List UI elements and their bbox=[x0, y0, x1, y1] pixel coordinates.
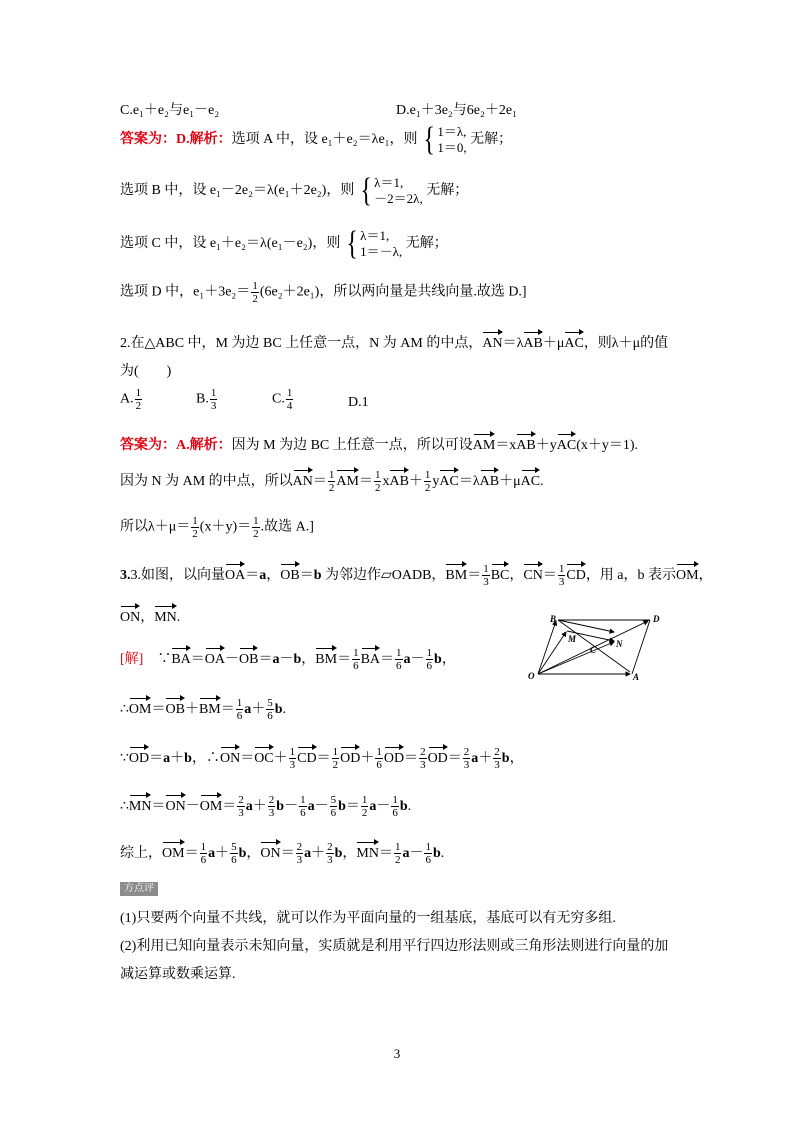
q3-solution-line1: [解] ∵BA＝OA－OB＝a－b，BM＝ $\frac{1}{6}$ BA＝ $\frac{1}{6}$ a－ $\frac{1}{6}$ b， bbox=[120, 647, 456, 673]
no-solution: 无解； bbox=[470, 132, 513, 148]
label-c: C bbox=[590, 645, 597, 655]
q1-c-system: { λ＝1, 1＝－λ, bbox=[346, 225, 403, 262]
parallelogram-figure bbox=[522, 612, 672, 686]
q1-b-system: { λ＝1, －2＝2λ, bbox=[360, 172, 423, 209]
q2-option-d: D.1 bbox=[348, 395, 369, 410]
q1-line-d: 选项 D 中，e₁＋3e₂＝ $\frac{1}{2}$ (6e₂＋2e₁)，所以两向量是共线向量.故选 D.] bbox=[120, 280, 527, 305]
solution-tag: [解] bbox=[120, 652, 144, 667]
q1-option-c: C.e₁＋e₂与e₁－e₂ bbox=[120, 103, 220, 118]
q1-line-b: 选项 B 中，设 e₁－2e₂＝λ(e₁＋2e₂)，则 { λ＝1, －2＝2λ, 无解； bbox=[120, 172, 469, 209]
q2-option-c: C. $\frac{1}{4}$ bbox=[272, 387, 293, 412]
label-o: O bbox=[528, 671, 535, 681]
q3-solution-line2: ∴OM＝OB＋BM＝ $\frac{1}{6}$ a＋ $\frac{5}{6}$ b. bbox=[120, 697, 287, 723]
q3-solution-line4: ∴MN＝ON－OM＝ $\frac{2}{3}$ a＋ $\frac{2}{3}$ b－ $\frac{1}{6}$ a－ $\frac{5}{6}$ b＝ $\frac{1}{2}$ a－ $\frac{1}{6}$ b. bbox=[120, 794, 412, 820]
q1-a-system: { 1＝λ, 1＝0, bbox=[423, 121, 467, 158]
label-n: N bbox=[616, 639, 623, 649]
review-icon: 方点评 bbox=[120, 882, 158, 896]
note-2b: 减运算或数乘运算. bbox=[120, 967, 236, 982]
q2-answer-line2: 因为 N 为 AM 的中点，所以AN＝ $\frac{1}{2}$ AM＝ $\frac{1}{2}$ xAB＋ $\frac{1}{2}$ yAC＝λAB＋μAC. bbox=[120, 469, 544, 495]
answer-label: 答案为：D.解析： bbox=[120, 132, 232, 148]
q1-answer-line-a bbox=[120, 121, 513, 158]
q3-stem-line2: ON，MN. bbox=[120, 604, 180, 626]
page-number: 3 bbox=[393, 1046, 401, 1061]
q3-solution-line3: ∵OD＝a＋b，∴ON＝OC＋ $\frac{1}{3}$ CD＝ $\frac{1}{2}$ OD＋ $\frac{1}{6}$ OD＝ $\frac{2}{3}$ OD＝ $\frac{2}{3}$ a＋ $\frac{2}{3}$ b， bbox=[120, 746, 524, 772]
q2-option-b: B. $\frac{1}{3}$ bbox=[196, 387, 217, 412]
q1-option-d: D.e₁＋3e₂与6e₂＋2e₁ bbox=[396, 103, 517, 118]
q3-summary: 综上，OM＝ $\frac{1}{6}$ a＋ $\frac{5}{6}$ b，ON＝ $\frac{2}{3}$ a＋ $\frac{2}{3}$ b，MN＝ $\frac{1}{2}$ a－ $\frac{1}{6}$ b. bbox=[120, 841, 445, 867]
q2-stem-line1: 2.在△ABC 中，M 为边 BC 上任意一点，N 为 AM 的中点，AN＝λAB＋μAC，则λ＋μ的值 bbox=[120, 330, 668, 352]
label-m: M bbox=[568, 634, 577, 644]
label-d: D bbox=[653, 614, 660, 624]
q2-answer-line3: 所以λ＋μ＝ $\frac{1}{2}$ (x＋y)＝ $\frac{1}{2}$ .故选 A.] bbox=[120, 515, 314, 540]
q1-line-c: 选项 C 中，设 e₁＋e₂＝λ(e₁－e₂)，则 { λ＝1, 1＝－λ, 无解； bbox=[120, 225, 448, 262]
q2-stem-line2: 为( ) bbox=[120, 364, 172, 379]
label-a: A bbox=[633, 672, 640, 682]
q1-a-text: 选项 A 中，设 e₁＋e₂＝λe₁，则 bbox=[231, 132, 418, 148]
q2-answer-line1: 答案为：A.解析：因为 M 为边 BC 上任意一点，所以可设AM＝xAB＋yAC(x＋y＝1). bbox=[120, 432, 638, 454]
note-2a: (2)利用已知向量表示未知向量，实质就是利用平行四边形法则或三角形法则进行向量的加 bbox=[120, 939, 669, 954]
note-1: (1)只要两个向量不共线，就可以作为平面向量的一组基底，基底可以有无穷多组. bbox=[120, 911, 616, 926]
q3-stem-line1: 3.3.如图，以向量OA＝a，OB＝b 为邻边作▱OADB，BM＝ $\frac{1}{3}$ BC，CN＝ $\frac{1}{3}$ CD，用 a，b 表示OM， bbox=[120, 563, 713, 589]
q2-option-a: A. $\frac{1}{2}$ bbox=[120, 387, 142, 412]
label-b: B bbox=[550, 614, 557, 624]
